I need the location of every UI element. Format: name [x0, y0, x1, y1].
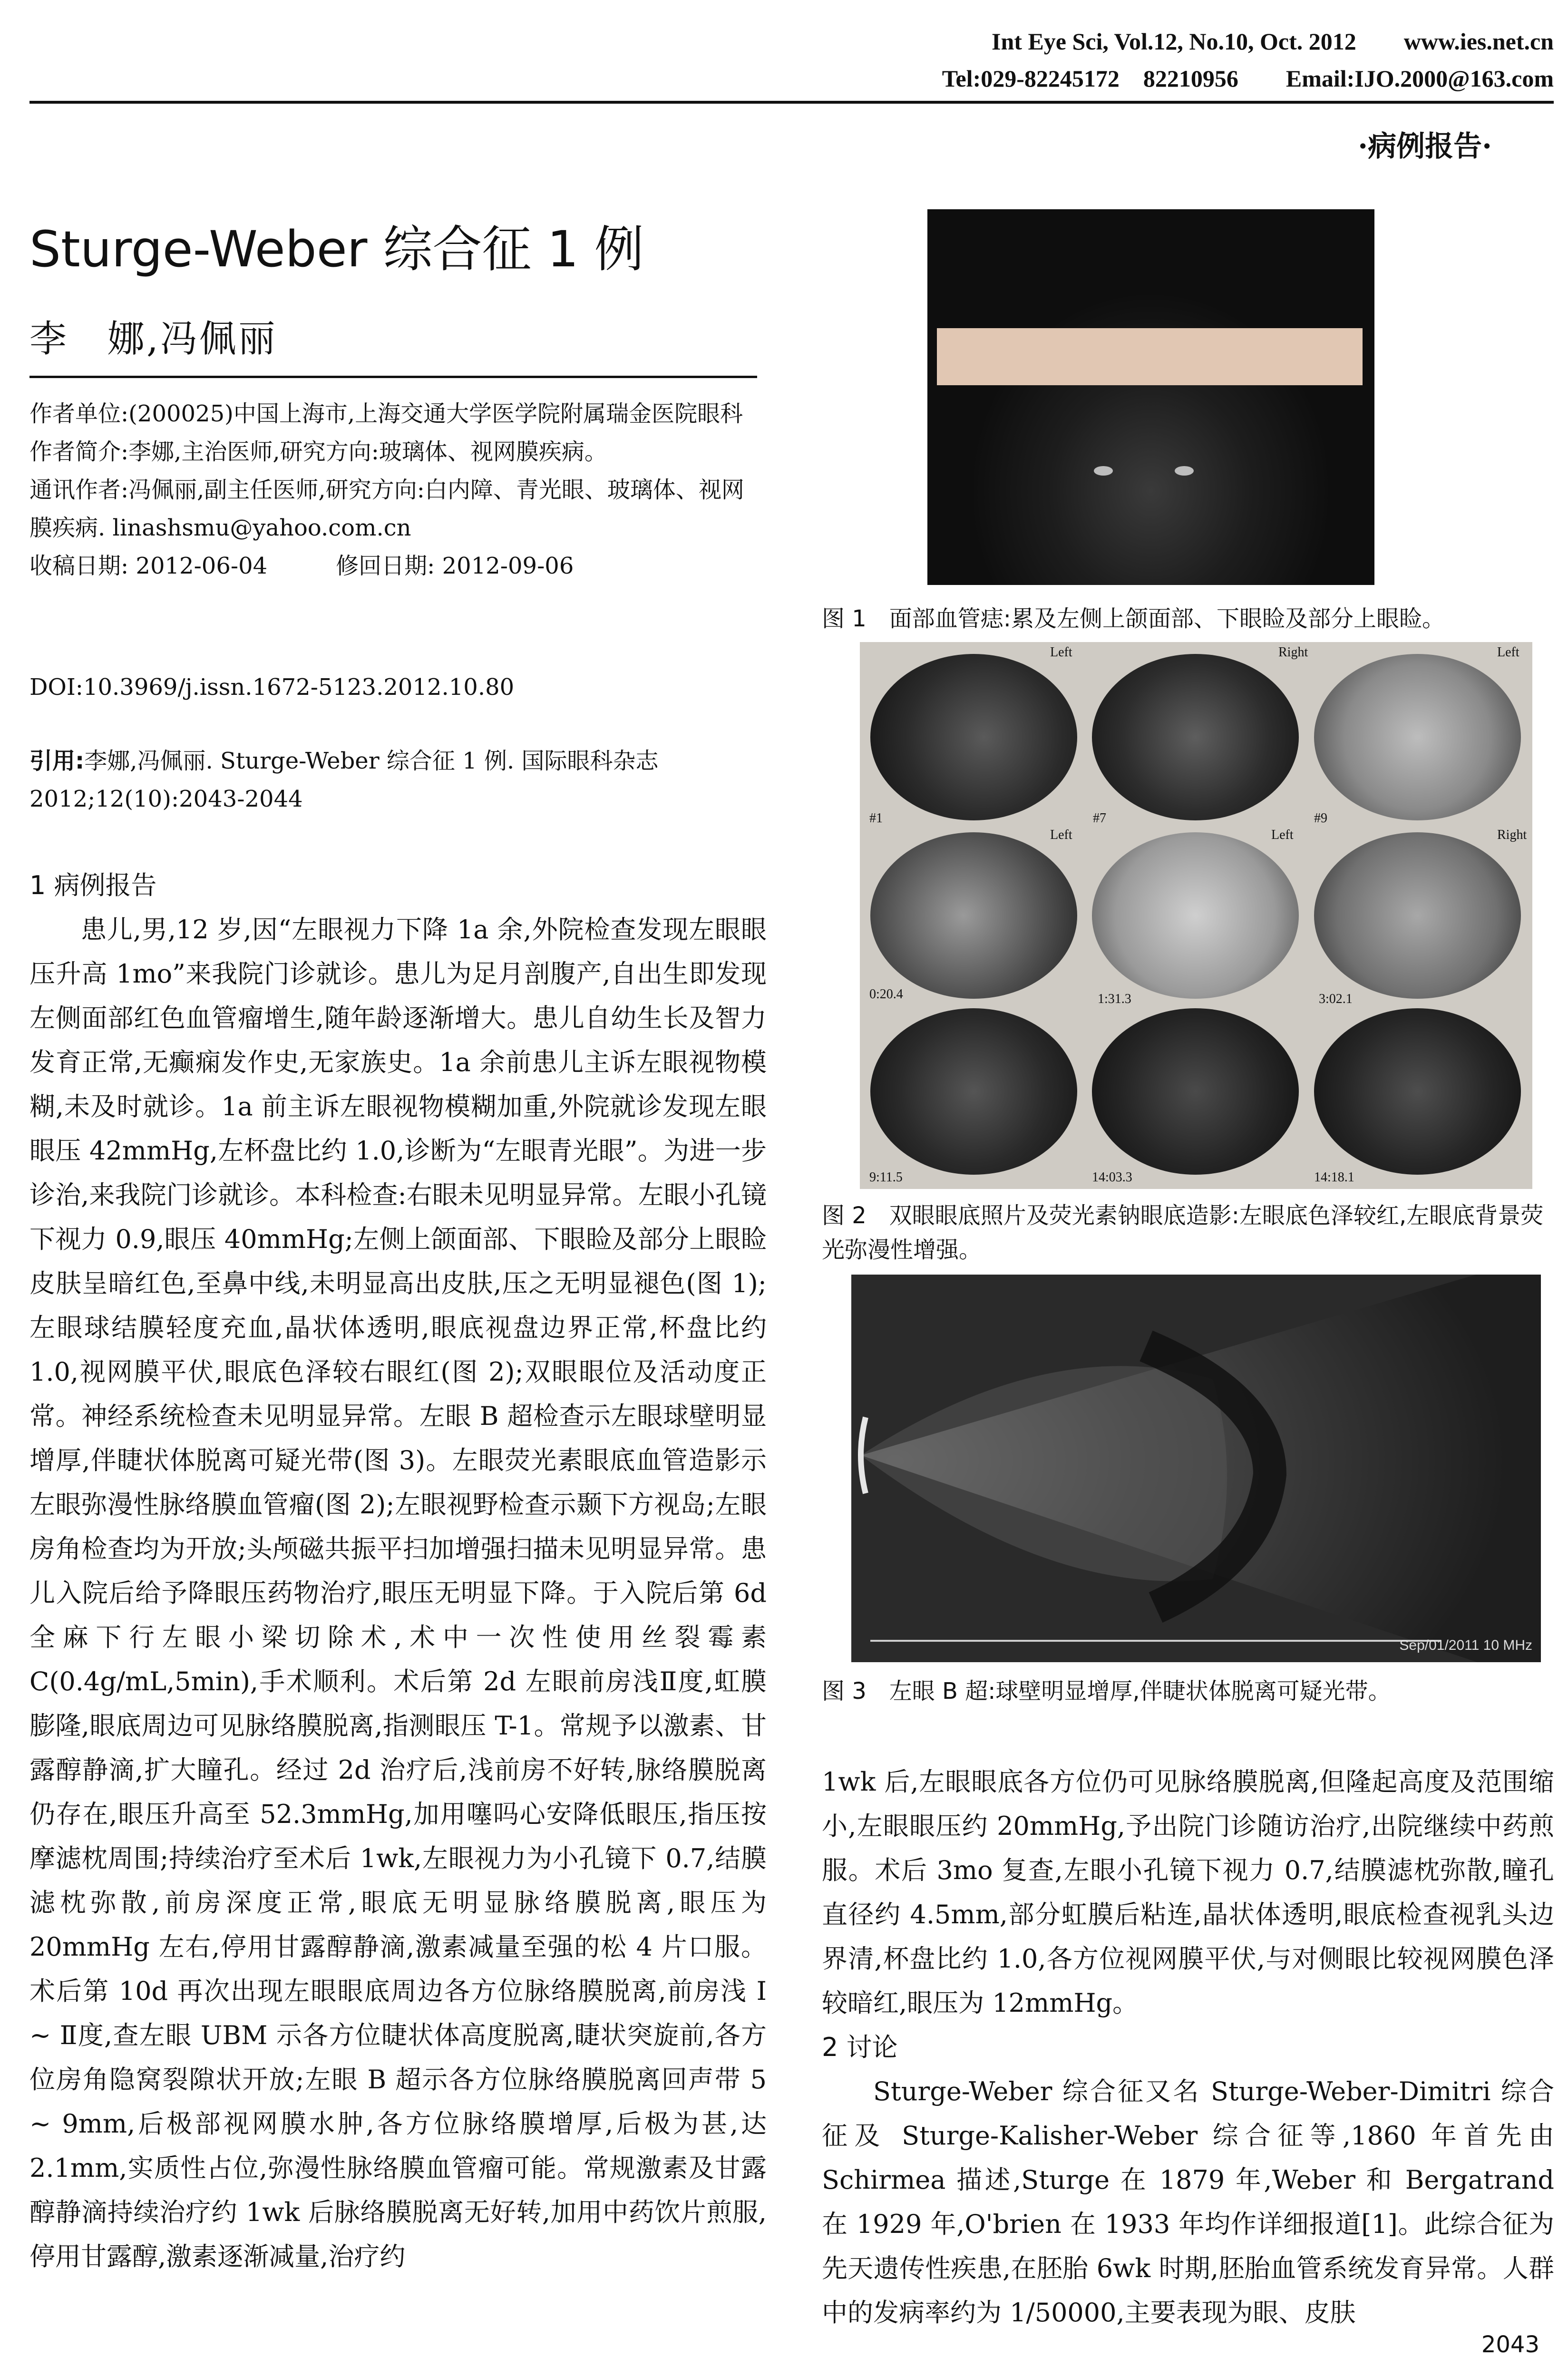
- article-title: Sturge-Weber 综合征 1 例: [29, 220, 644, 278]
- figure3-stamp: Sep/01/2011 10 MHz: [1399, 1637, 1532, 1653]
- figure1-caption: 图 1 面部血管痣:累及左侧上颌面部、下眼睑及部分上眼睑。: [822, 605, 1445, 632]
- fig2-label-t1: 0:20.4: [869, 987, 903, 1002]
- section2-heading: 2 讨论: [822, 2032, 898, 2062]
- figure1-nostril-left: [1094, 466, 1113, 476]
- right-column-body: [822, 1760, 1554, 2335]
- fundus-r2c3: [1314, 832, 1521, 999]
- fig2-label-t6: 14:18.1: [1314, 1170, 1354, 1185]
- article-authors: 李 娜,冯佩丽: [29, 318, 277, 360]
- section-label: ·病例报告·: [1358, 130, 1492, 163]
- section1-paragraph2: 1wk 后,左眼眼底各方位仍可见脉络膜脱离,但隆起高度及范围缩小,左眼眼压约 20mmHg,予出院门诊随访治疗,出院继续中药煎服。术后 3mo 复查,左眼小孔镜下视力 0.7,结膜滤枕弥散,瞳孔直径约 4.5mm,部分虹膜后粘连,晶状体透明,眼底检查视乳头边界清,杯盘比约 1.0,各方位视网膜平伏,与对侧眼比较视网膜色泽较暗红,眼压为 12mmHg。: [822, 1767, 1554, 2018]
- journal-header-line1: Int Eye Sci, Vol.12, No.10, Oct. 2012 www.ies.net.cn: [992, 28, 1554, 55]
- page-number: 2043: [1481, 2331, 1539, 2358]
- figure3-ultrasound-fan: [851, 1275, 1541, 1662]
- header-rule: [29, 101, 1554, 104]
- journal-header-line2: Tel:029-82245172 82210956 Email:IJO.2000@163.com: [942, 65, 1554, 92]
- fig2-label-t5: 14:03.3: [1092, 1170, 1132, 1185]
- figure3-caption: 图 3 左眼 B 超:球壁明显增厚,伴睫状体脱离可疑光带。: [822, 1678, 1391, 1705]
- fig2-label-n9: #9: [1314, 811, 1327, 826]
- citation-label: 引用:: [29, 748, 85, 774]
- fundus-r1c1: [870, 654, 1077, 820]
- fig2-label-right-2: Right: [1497, 828, 1527, 842]
- received-dates: 收稿日期: 2012-06-04 修回日期: 2012-09-06: [29, 553, 574, 579]
- section1-heading: 1 病例报告: [29, 870, 157, 900]
- doi: DOI:10.3969/j.issn.1672-5123.2012.10.80: [29, 674, 515, 701]
- title-rule: [29, 376, 757, 378]
- fig2-label-n7: #7: [1093, 811, 1106, 826]
- fig2-label-left-4: Left: [1271, 828, 1294, 842]
- fundus-r3c2: [1092, 1008, 1299, 1175]
- citation: [29, 742, 762, 818]
- figure2-caption: 图 2 双眼眼底照片及荧光素钠眼底造影:左眼底色泽较红,左眼底背景荧光弥漫性增强。: [822, 1202, 1544, 1263]
- left-column-body: [29, 863, 767, 2279]
- fig2-label-left-1: Left: [1050, 645, 1072, 660]
- fundus-r3c1: [870, 1008, 1077, 1175]
- fundus-r2c2: [1092, 832, 1299, 999]
- figure1-nostril-right: [1175, 466, 1194, 476]
- fundus-r1c3: [1314, 654, 1521, 820]
- section1-paragraph1: 患儿,男,12 岁,因“左眼视力下降 1a 余,外院检查发现左眼眼压升高 1mo”来我院门诊就诊。患儿为足月剖腹产,自出生即发现左侧面部红色血管瘤增生,随年龄逐渐增大。患儿自幼生长及智力发育正常,无癫痫发作史,无家族史。1a 余前患儿主诉左眼视物模糊,未及时就诊。1a 前主诉左眼视物模糊加重,外院就诊发现左眼眼压 42mmHg,左杯盘比约 1.0,诊断为“左眼青光眼”。为进一步诊治,来我院门诊就诊。本科检查:右眼未见明显异常。左眼小孔镜下视力 0.9,眼压 40mmHg;左侧上颌面部、下眼睑及部分上眼睑皮肤呈暗红色,至鼻中线,未明显高出皮肤,压之无明显褪色(图 1);左眼球结膜轻度充血,晶状体透明,眼底视盘边界正常,杯盘比约 1.0,视网膜平伏,眼底色泽较右眼红(图 2);双眼眼位及活动度正常。神经系统检查未见明显异常。左眼 B 超检查示左眼球壁明显增厚,伴睫状体脱离可疑光带(图 3)。左眼荧光素眼底血管造影示左眼弥漫性脉络膜血管瘤(图 2);左眼视野检查示颞下方视岛;左眼房角检查均为开放;头颅磁共振平扫加增强扫描未见明显异常。患儿入院后给予降眼压药物治疗,眼压无明显下降。于入院后第 6d 全麻下行左眼小梁切除术,术中一次性使用丝裂霉素 C(0.4g/mL,5min),手术顺利。术后第 2d 左眼前房浅Ⅱ度,虹膜膨隆,眼底周边可见脉络膜脱离,指测眼压 T-1。常规予以激素、甘露醇静滴,扩大瞳孔。经过 2d 治疗后,浅前房不好转,脉络膜脱离仍存在,眼压升高至 52.3mmHg,加用噻吗心安降低眼压,指压按摩滤枕周围;持续治疗至术后 1wk,左眼视力为小孔镜下 0.7,结膜滤枕弥散,前房深度正常,眼底无明显脉络膜脱离,眼压为 20mmHg 左右,停用甘露醇静滴,激素减量至强的松 4 片口服。术后第 10d 再次出现左眼眼底周边各方位脉络膜脱离,前房浅 Ⅰ ~ Ⅱ度,查左眼 UBM 示各方位睫状体高度脱离,睫状突旋前,各方位房角隐窝裂隙状开放;左眼 B 超示各方位脉络膜脱离回声带 5 ~ 9mm,后极部视网膜水肿,各方位脉络膜增厚,后极为甚,达 2.1mm,实质性占位,弥漫性脉络膜血管瘤可能。常规激素及甘露醇静滴持续治疗约 1wk 后脉络膜脱离无好转,加用中药饮片煎服,停用甘露醇,激素逐渐减量,治疗约: [29, 915, 767, 2271]
- affiliation: 作者单位:(200025)中国上海市,上海交通大学医学院附属瑞金医院眼科: [29, 400, 743, 427]
- fig2-label-left-2: Left: [1497, 645, 1519, 660]
- fundus-r1c2: [1092, 654, 1299, 820]
- fig2-label-t3: 3:02.1: [1319, 992, 1353, 1006]
- figure2-fundus-grid: [860, 642, 1532, 1189]
- fig2-label-t2: 1:31.3: [1098, 992, 1131, 1006]
- author-info: [29, 395, 762, 585]
- fig2-label-n1: #1: [869, 811, 883, 826]
- figure1-privacy-bar: [937, 328, 1363, 385]
- fundus-r3c3: [1314, 1008, 1521, 1175]
- fig2-label-right-1: Right: [1278, 645, 1308, 660]
- author-bio: 作者简介:李娜,主治医师,研究方向:玻璃体、视网膜疾病。: [29, 438, 607, 465]
- figure3-b-scan: [851, 1275, 1541, 1662]
- correspondence: 通讯作者:冯佩丽,副主任医师,研究方向:白内障、青光眼、玻璃体、视网膜疾病. linashsmu@yahoo.com.cn: [29, 477, 744, 541]
- fig2-label-t4: 9:11.5: [869, 1170, 903, 1185]
- journal-header: [942, 23, 1554, 97]
- fig2-label-left-3: Left: [1050, 828, 1072, 842]
- figure1-face-photo: [927, 209, 1374, 585]
- fundus-r2c1: [870, 832, 1077, 999]
- citation-text: 李娜,冯佩丽. Sturge-Weber 综合征 1 例. 国际眼科杂志 2012;12(10):2043-2044: [29, 748, 659, 812]
- section2-paragraph1: Sturge-Weber 综合征又名 Sturge-Weber-Dimitri 综合征及 Sturge-Kalisher-Weber 综合征等,1860 年首先由 Schirmea 描述,Sturge 在 1879 年,Weber 和 Bergatrand 在 1929 年,O'brien 在 1933 年均作详细报道[1]。此综合征为先天遗传性疾患,在胚胎 6wk 时期,胚胎血管系统发育异常。人群中的发病率约为 1/50000,主要表现为眼、皮肤: [822, 2076, 1554, 2328]
